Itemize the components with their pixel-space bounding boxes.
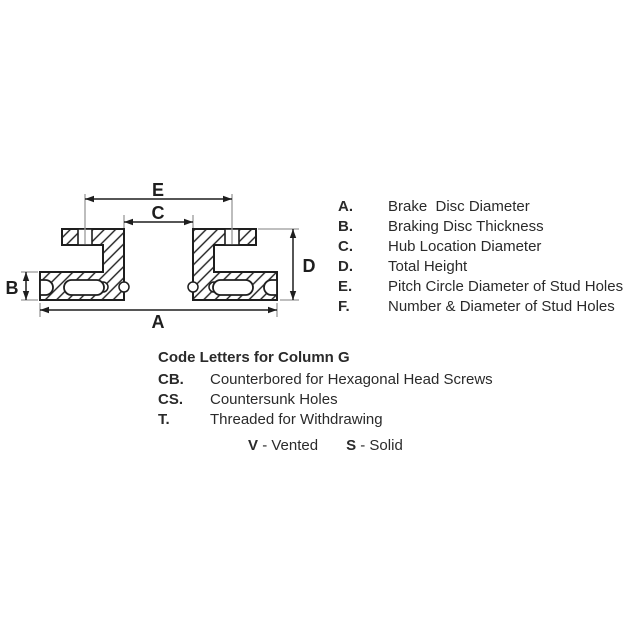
code-key: CS. bbox=[158, 391, 184, 408]
vented-text: - Vented bbox=[262, 437, 319, 454]
dim-label-B: B bbox=[5, 278, 19, 298]
vented-entry bbox=[248, 436, 318, 456]
legend-key: C. bbox=[338, 238, 353, 255]
legend-key: D. bbox=[338, 258, 353, 275]
legend-desc: Hub Location Diameter bbox=[388, 238, 542, 255]
legend-desc: Braking Disc Thickness bbox=[388, 218, 544, 235]
dimension-legend bbox=[338, 197, 623, 317]
legend-row bbox=[338, 277, 623, 297]
code-desc: Countersunk Holes bbox=[210, 391, 338, 408]
dim-label-C: C bbox=[151, 203, 165, 223]
legend-key: B. bbox=[338, 218, 353, 235]
legend-row bbox=[338, 197, 623, 217]
legend-desc: Total Height bbox=[388, 258, 468, 275]
dim-label-E: E bbox=[151, 180, 165, 200]
code-letters-section bbox=[158, 348, 493, 430]
legend-desc: Pitch Circle Diameter of Stud Holes bbox=[388, 278, 624, 295]
legend-row bbox=[338, 297, 623, 317]
legend-row bbox=[338, 257, 623, 277]
relief-notch bbox=[119, 282, 129, 292]
legend-key: E. bbox=[338, 278, 353, 295]
dim-label-D: D bbox=[302, 256, 316, 276]
dim-label-A: A bbox=[151, 312, 165, 332]
legend-desc: Brake Disc Diameter bbox=[388, 198, 530, 215]
legend-key: A. bbox=[338, 198, 353, 215]
code-desc: Threaded for Withdrawing bbox=[210, 411, 383, 428]
solid-entry bbox=[346, 436, 403, 456]
code-key: CB. bbox=[158, 371, 184, 388]
code-row bbox=[158, 370, 493, 390]
vented-key: V bbox=[248, 437, 259, 454]
solid-key: S bbox=[346, 437, 357, 454]
code-row bbox=[158, 410, 493, 430]
legend-row bbox=[338, 217, 623, 237]
vent-slot-right bbox=[213, 280, 253, 295]
relief-notch bbox=[188, 282, 198, 292]
vent-slot-left bbox=[64, 280, 104, 295]
code-row bbox=[158, 390, 493, 410]
code-key: T. bbox=[158, 411, 170, 428]
vent-slot-edge-left bbox=[40, 280, 53, 295]
legend-desc: Number & Diameter of Stud Holes bbox=[388, 298, 615, 315]
vented-solid-legend bbox=[248, 436, 403, 456]
code-letters-title: Code Letters for Column G bbox=[158, 349, 350, 366]
legend-row bbox=[338, 237, 623, 257]
solid-text: - Solid bbox=[360, 437, 403, 454]
code-desc: Counterbored for Hexagonal Head Screws bbox=[210, 371, 493, 388]
legend-key: F. bbox=[338, 298, 350, 315]
vent-slot-edge-right bbox=[264, 280, 277, 295]
